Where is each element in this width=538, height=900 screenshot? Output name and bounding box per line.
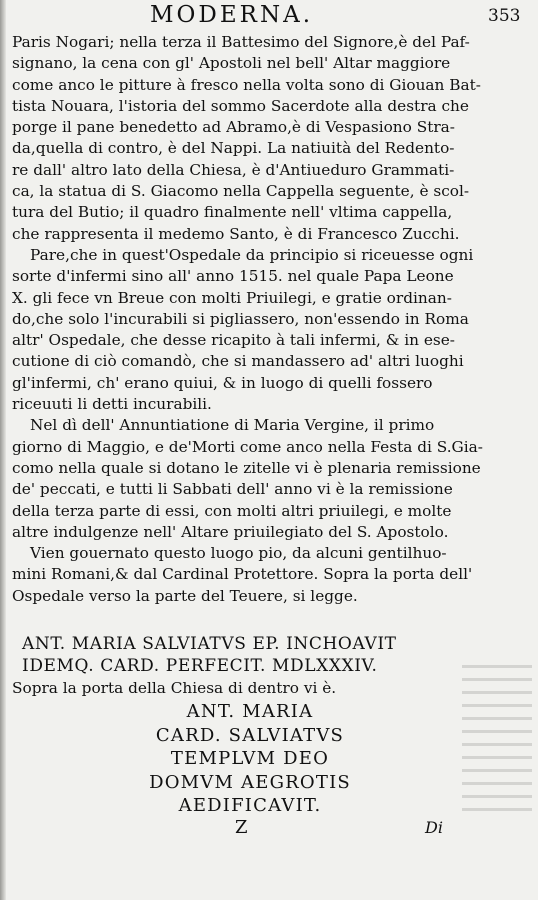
text-line: do,che solo l'incurabili si pigliassero, non'essendo in Roma: [12, 309, 469, 328]
text-line: Ospedale verso la parte del Teuere, si legge.: [12, 586, 358, 605]
inscription-line: TEMPLVM DEO: [170, 748, 330, 769]
signature-mark: Z: [235, 817, 248, 838]
inscription-line: IDEMQ. CARD. PERFECIT. MDLXXXIV.: [22, 656, 378, 676]
text-line: de' peccati, e tutti li Sabbati dell' anno vi è la remissione: [12, 480, 453, 499]
text-line: como nella quale si dotano le zitelle vi è plenaria remissione: [12, 458, 481, 477]
text-line: Paris Nogari; nella terza il Battesimo del Signore,è del Paf-: [12, 33, 470, 51]
text-line: Pare,che in quest'Ospedale da principio si riceuesse ogni: [30, 245, 474, 264]
church-door-line: Sopra la porta della Chiesa di dentro vi è.: [12, 679, 337, 697]
text-line: della terza parte di essi, con molti altri priuilegi, e molte: [12, 501, 452, 520]
text-line: X. gli fece vn Breue con molti Priuilegi, e gratie ordinan-: [12, 288, 452, 307]
catchword: Di: [425, 818, 443, 837]
text-line: tista Nouara, l'istoria del sommo Sacerdote alla destra che: [12, 96, 469, 115]
text-line: altr' Ospedale, che desse ricapito à tali infermi, & in ese-: [12, 331, 455, 350]
running-title: MODERNA.: [150, 2, 313, 28]
page-number: 353: [488, 6, 521, 26]
text-line: cutione di ciò comandò, che si mandassero ad' altri luoghi: [12, 352, 464, 371]
inscription-line: DOMVM AEGROTIS: [149, 771, 351, 793]
inscription-line: CARD. SALVIATVS: [155, 724, 345, 746]
text-line: altre indulgenze nell' Altare priuilegiato del S. Apostolo.: [12, 522, 449, 541]
inscription-line: ANT. MARIA SALVIATVS EP. INCHOAVIT: [22, 634, 397, 654]
inscription-line: ANT. MARIA: [186, 701, 314, 722]
text-line: sorte d'infermi sino all' anno 1515. nel quale Papa Leone: [12, 267, 454, 286]
page-gutter-shadow: [0, 0, 6, 900]
text-line: signano, la cena con gl' Apostoli nel bell' Altar maggiore: [12, 54, 451, 73]
text-line: porge il pane benedetto ad Abramo,è di Vespasiono Stra-: [12, 118, 455, 137]
text-line: Nel dì dell' Annuntiatione di Maria Vergine, il primo: [30, 416, 435, 435]
body-text: [12, 32, 517, 607]
text-line: re dall' altro lato della Chiesa, è d'Antiueduro Grammati-: [12, 160, 455, 179]
inscription-hospital-door: [22, 633, 492, 677]
text-line: come anco le pitture à fresco nella volta sono di Giouan Bat-: [12, 75, 481, 94]
text-line: Vien gouernato questo luogo pio, da alcuni gentilhuo-: [30, 544, 447, 563]
text-line: gl'infermi, ch' erano quiui, & in luogo di quelli fossero: [12, 373, 433, 392]
inscription-line: AEDIFICAVIT.: [178, 795, 322, 816]
text-line: ca, la statua di S. Giacomo nella Cappella seguente, è scol-: [12, 182, 470, 201]
text-line: che rappresenta il medemo Santo, è di Francesco Zucchi.: [12, 224, 460, 243]
inscription-church-door: [60, 700, 440, 818]
running-head: [0, 2, 538, 30]
text-line: giorno di Maggio, e de'Morti come anco nella Festa di S.Gia-: [12, 437, 483, 456]
text-line: riceuuti li detti incurabili.: [12, 395, 212, 414]
text-line: mini Romani,& dal Cardinal Protettore. Sopra la porta dell': [12, 565, 473, 584]
text-line: tura del Butio; il quadro finalmente nell' vltima cappella,: [12, 203, 453, 222]
text-line: da,quella di contro, è del Nappi. La natiuità del Redento-: [12, 139, 455, 158]
